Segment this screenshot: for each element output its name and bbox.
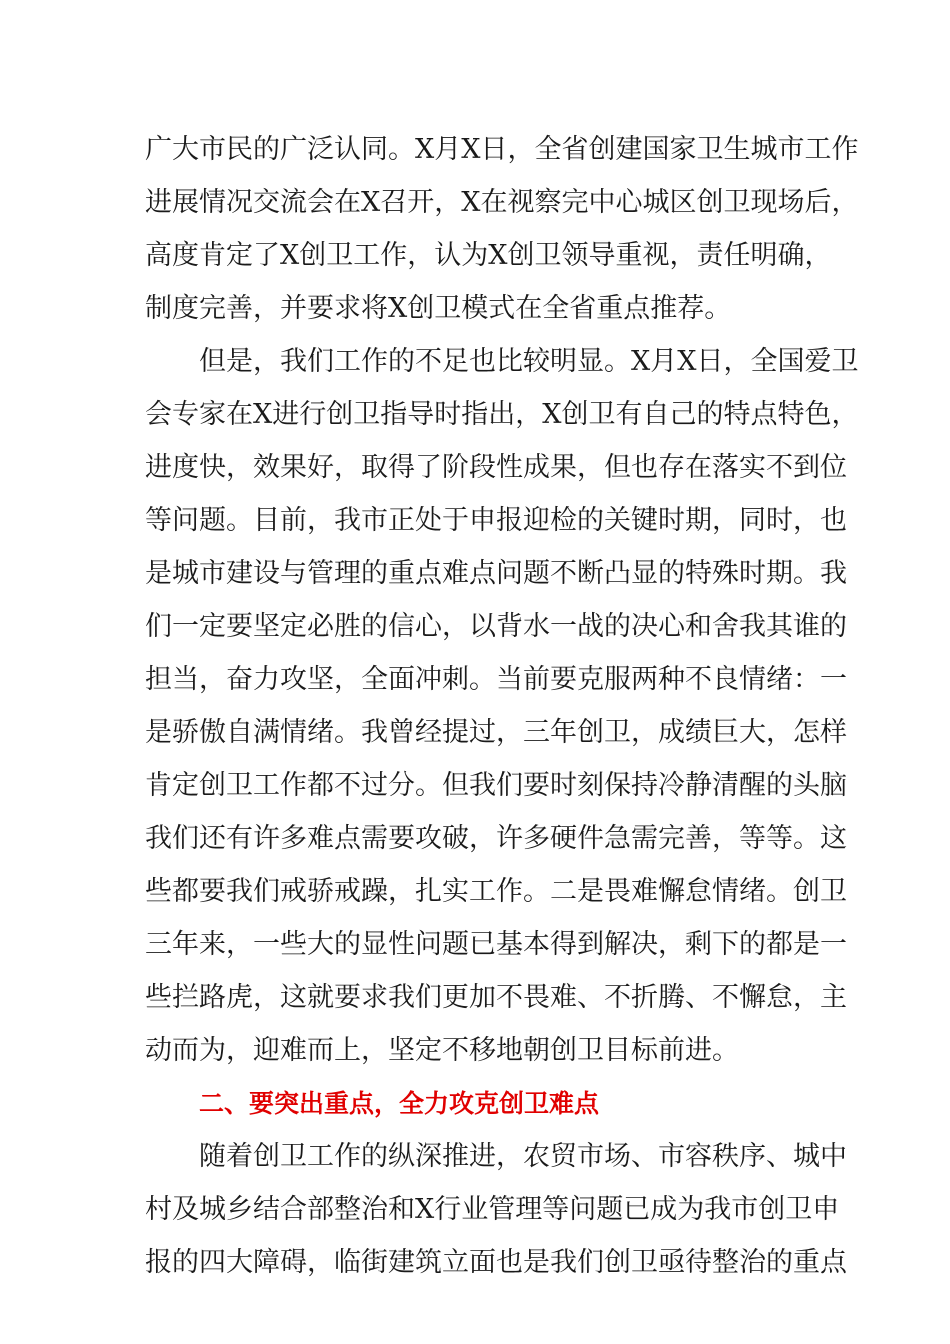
paragraph-line: 动而为，迎难而上，坚定不移地朝创卫目标前进。	[145, 1035, 739, 1066]
paragraph-line: 高度肯定了X创卫工作，认为X创卫领导重视，责任明确，	[145, 240, 832, 271]
paragraph-line: 担当，奋力攻坚，全面冲刺。当前要克服两种不良情绪：一	[145, 664, 847, 695]
paragraph-line: 进度快，效果好，取得了阶段性成果，但也存在落实不到位	[145, 452, 847, 483]
paragraph-line: 进展情况交流会在X召开，X在视察完中心城区创卫现场后，	[145, 187, 859, 218]
paragraph-line: 是城市建设与管理的重点难点问题不断凸显的特殊时期。我	[145, 558, 847, 589]
paragraph-line: 村及城乡结合部整治和X行业管理等问题已成为我市创卫申	[145, 1194, 840, 1225]
paragraph-line: 些拦路虎，这就要求我们更加不畏难、不折腾、不懈怠，主	[145, 982, 847, 1013]
paragraph-line: 制度完善，并要求将X创卫模式在全省重点推荐。	[145, 293, 732, 324]
paragraph-line: 肯定创卫工作都不过分。但我们要时刻保持冷静清醒的头脑	[145, 770, 847, 801]
paragraph-line: 我们还有许多难点需要攻破，许多硬件急需完善，等等。这	[145, 823, 847, 854]
paragraph-line: 们一定要坚定必胜的信心，以背水一战的决心和舍我其谁的	[145, 611, 847, 642]
paragraph-line: 随着创卫工作的纵深推进，农贸市场、市容秩序、城中	[199, 1141, 847, 1172]
paragraph-line: 些都要我们戒骄戒躁，扎实工作。二是畏难懈怠情绪。创卫	[145, 876, 847, 907]
paragraph-line: 报的四大障碍，临街建筑立面也是我们创卫亟待整治的重点	[145, 1247, 847, 1278]
section-heading: 二、要突出重点，全力攻克创卫难点	[199, 1089, 600, 1118]
paragraph-line: 等问题。目前，我市正处于申报迎检的关键时期，同时，也	[145, 505, 847, 536]
paragraph-line: 会专家在X进行创卫指导时指出，X创卫有自己的特点特色，	[145, 399, 859, 430]
paragraph-line: 三年来，一些大的显性问题已基本得到解决，剩下的都是一	[145, 929, 847, 960]
paragraph-line: 但是，我们工作的不足也比较明显。X月X日，全国爱卫	[199, 346, 859, 377]
paragraph-line: 是骄傲自满情绪。我曾经提过，三年创卫，成绩巨大，怎样	[145, 717, 847, 748]
paragraph-line: 广大市民的广泛认同。X月X日，全省创建国家卫生城市工作	[145, 134, 859, 165]
